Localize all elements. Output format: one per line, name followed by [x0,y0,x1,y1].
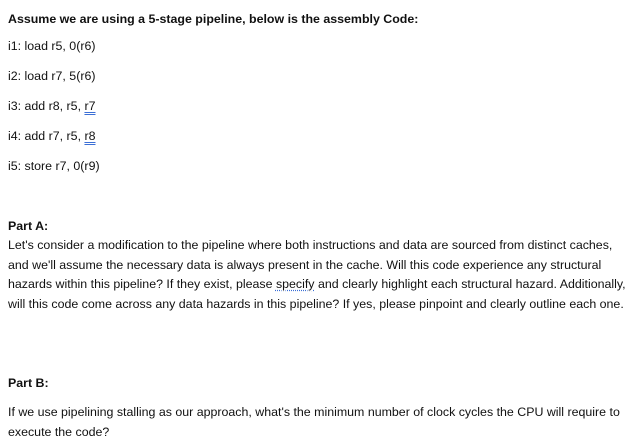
part-a-title: Part A: [8,219,49,233]
part-a-body [8,236,636,314]
instruction-text: i3: add r8, r5, [8,99,85,113]
instruction-i3 [8,98,95,114]
spellcheck-flagged-word[interactable]: specify [275,277,315,292]
spellcheck-flagged-register[interactable]: r7 [84,99,96,113]
instruction-text: i4: add r7, r5, [8,129,85,143]
part-b-title: Part B: [8,376,49,390]
instruction-text: i5: store r7, 0(r9) [8,159,100,173]
instruction-text: i1: load r5, 0(r6) [8,39,96,53]
part-b-body: If we use pipelining stalling as our approach, what's the minimum number of clock cycles the CPU will require to execute the code? [8,405,620,439]
instruction-i4 [8,128,95,144]
instruction-i5 [8,158,100,174]
instruction-i2 [8,68,95,84]
assembly-heading: Assume we are using a 5-stage pipeline, below is the assembly Code: [8,12,419,26]
instruction-text: i2: load r7, 5(r6) [8,69,96,83]
instruction-i1 [8,38,95,54]
part-a-text: and clearly highlight each structural hazard. Additionally, will this code come across any data hazards in this pipeline? If yes, please pinpoint and clearly outline each one. [8,277,626,311]
part-a-text: Let's consider a modification to the pipeline where both instructions and data are sourced from distinct caches, and we'll assume the necessary data is always present in the cache. Will this code experience any structural hazards within this pipeline? If they exist, please [8,238,613,292]
spellcheck-flagged-register[interactable]: r8 [84,129,96,143]
